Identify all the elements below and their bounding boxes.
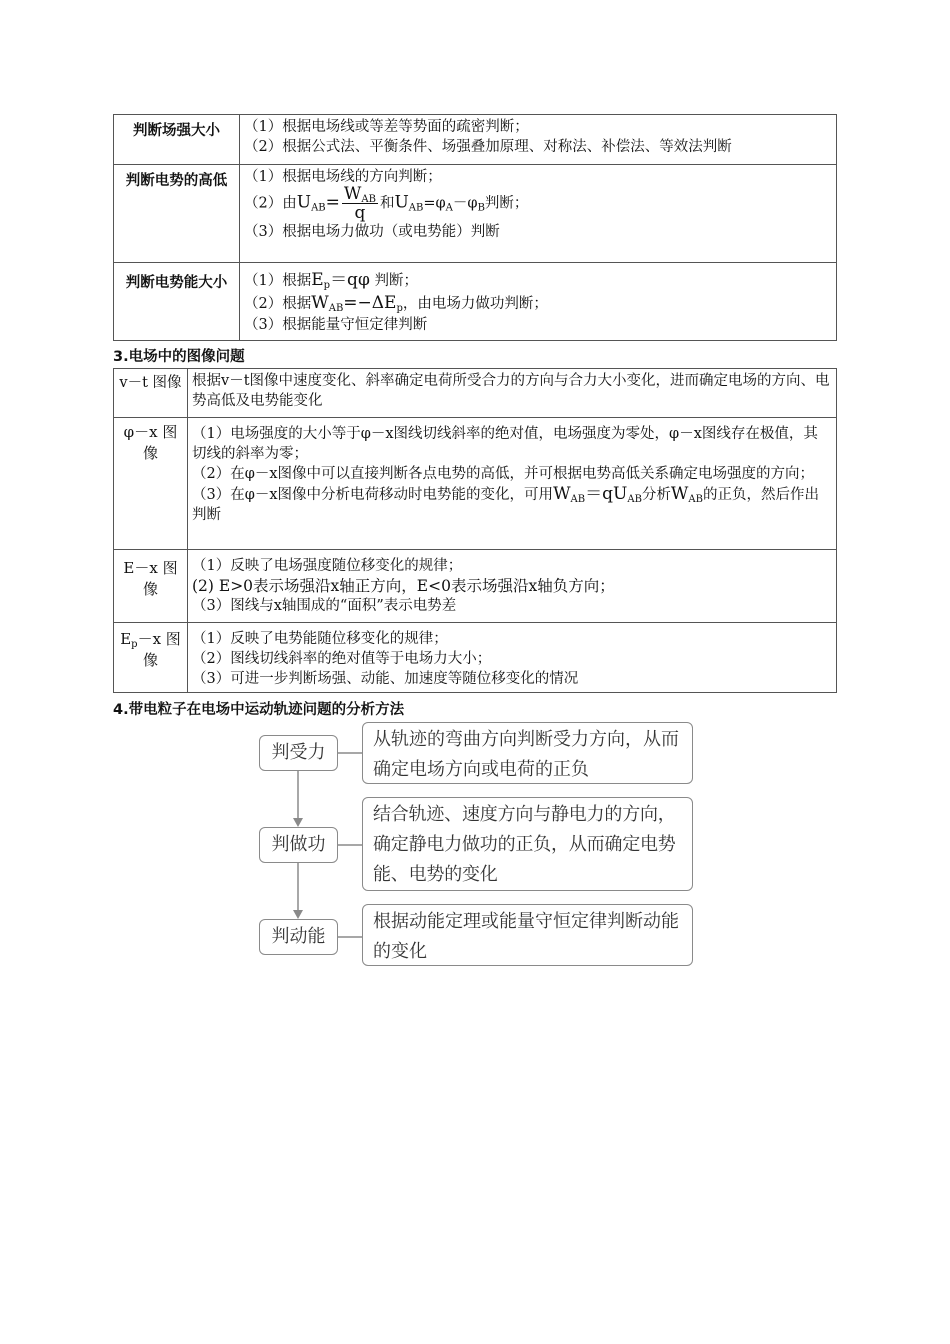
- flow-step-work: 判做功: [259, 827, 338, 863]
- subscript: p: [396, 303, 403, 314]
- arrow-head-icon: [293, 818, 303, 827]
- text-fragment: 分析: [641, 487, 671, 503]
- content-text: （2）在φ－x图像中可以直接判断各点电势的高低，并可根据电势高低关系确定电场强度的方向；: [192, 466, 815, 482]
- row-head-vt: v－t 图像: [114, 369, 188, 418]
- text-fragment: 的正负，然后作出判断: [192, 487, 819, 523]
- content-text: 根据v－t图像中速度变化、斜率确定电荷所受合力的方向与合力大小变化，进而确定电场的方向、电势高低及电势能变化: [192, 373, 830, 409]
- symbol: =φ: [423, 195, 446, 212]
- content-line: （1）根据电场线或等差等势面的疏密判断；: [244, 119, 529, 135]
- row-head-potential: 判断电势的高低: [114, 165, 240, 263]
- text-fragment: （2）根据: [244, 296, 312, 312]
- section-4-title: 4.带电粒子在电场中运动轨迹问题的分析方法: [113, 702, 405, 718]
- text-fragment: ，由电场力做功判断；: [402, 296, 548, 312]
- symbol: ＝qφ: [330, 270, 370, 290]
- symbol: W: [670, 484, 689, 504]
- content-line: （3）图线与x轴围成的“面积”表示电势差: [192, 598, 457, 614]
- flow-desc-kinetic: 根据动能定理或能量守恒定律判断动能的变化: [362, 904, 693, 966]
- text-fragment: （2）由: [244, 195, 297, 212]
- subscript: AB: [408, 202, 424, 214]
- flow-step-force: 判受力: [259, 735, 338, 771]
- subscript: B: [477, 202, 485, 214]
- flow-desc-work: 结合轨迹、速度方向与静电力的方向，确定静电力做功的正负，从而确定电势能、电势的变化: [362, 797, 693, 891]
- text-fragment: 判断；: [369, 273, 418, 289]
- content-text: （1）电场强度的大小等于φ－x图线切线斜率的绝对值，电场强度为零处，φ－x图线存在极值，其切线的斜率为零；: [192, 426, 818, 462]
- numerator: W: [343, 184, 362, 204]
- content-line: （3）可进一步判断场强、动能、加速度等随位移变化的情况: [192, 671, 579, 687]
- content-line: （3）根据能量守恒定律判断: [244, 317, 428, 333]
- content-line: （2）根据公式法、平衡条件、场强叠加原理、对称法、补偿法、等效法判断: [244, 139, 732, 155]
- symbol: ＝q: [585, 484, 614, 504]
- row-head-e-x: E－x 图像: [114, 550, 188, 623]
- symbol: W: [553, 484, 571, 504]
- subscript: AB: [627, 494, 642, 505]
- row-head-phi-x: φ－x 图像: [114, 418, 188, 550]
- head-text: －x 图像: [137, 630, 181, 669]
- content-line: （1）反映了电势能随位移变化的规律；: [192, 631, 448, 647]
- subscript: AB: [688, 494, 703, 505]
- row-head-potential-energy: 判断电势能大小: [114, 263, 240, 341]
- symbol: =−ΔE: [343, 293, 397, 313]
- symbol: U: [296, 192, 312, 213]
- symbol: U: [394, 192, 409, 213]
- content-line: （2）图线切线斜率的绝对值等于电场力大小；: [192, 651, 492, 667]
- symbol: =: [325, 192, 340, 213]
- content-line: (2) E>0表示场强沿x轴正方向，E<0表示场强沿x轴负方向；: [192, 577, 615, 595]
- symbol: W: [311, 293, 329, 313]
- subscript: AB: [361, 194, 376, 205]
- text-fragment: （3）在φ－x图像中分析电荷移动时电势能的变化，可用: [192, 487, 554, 503]
- flow-desc-force: 从轨迹的弯曲方向判断受力方向，从而确定电场方向或电荷的正负: [362, 722, 693, 784]
- subscript: A: [445, 202, 453, 214]
- subscript: AB: [570, 494, 586, 505]
- content-line: （3）根据电场力做功（或电势能）判断: [244, 224, 500, 240]
- text-fragment: 和: [379, 195, 395, 212]
- content-line: （1）反映了电场强度随位移变化的规律；: [192, 558, 463, 574]
- denominator: q: [354, 203, 366, 223]
- text-fragment: 判断；: [484, 195, 529, 212]
- content-line: （1）根据电场线的方向判断；: [244, 169, 442, 185]
- subscript: p: [131, 639, 138, 650]
- subscript: AB: [328, 303, 344, 314]
- symbol: －φ: [452, 195, 478, 212]
- symbol: U: [613, 484, 628, 504]
- row-head-field-strength: 判断场强大小: [114, 115, 240, 165]
- symbol: E: [120, 630, 132, 648]
- subscript: AB: [311, 202, 326, 214]
- subscript: p: [323, 280, 331, 291]
- flow-step-kinetic: 判动能: [259, 919, 338, 955]
- arrow-head-icon: [293, 910, 303, 919]
- section-3-title: 3.电场中的图像问题: [113, 349, 245, 365]
- symbol: E: [311, 270, 324, 290]
- text-fragment: （1）根据: [244, 273, 312, 289]
